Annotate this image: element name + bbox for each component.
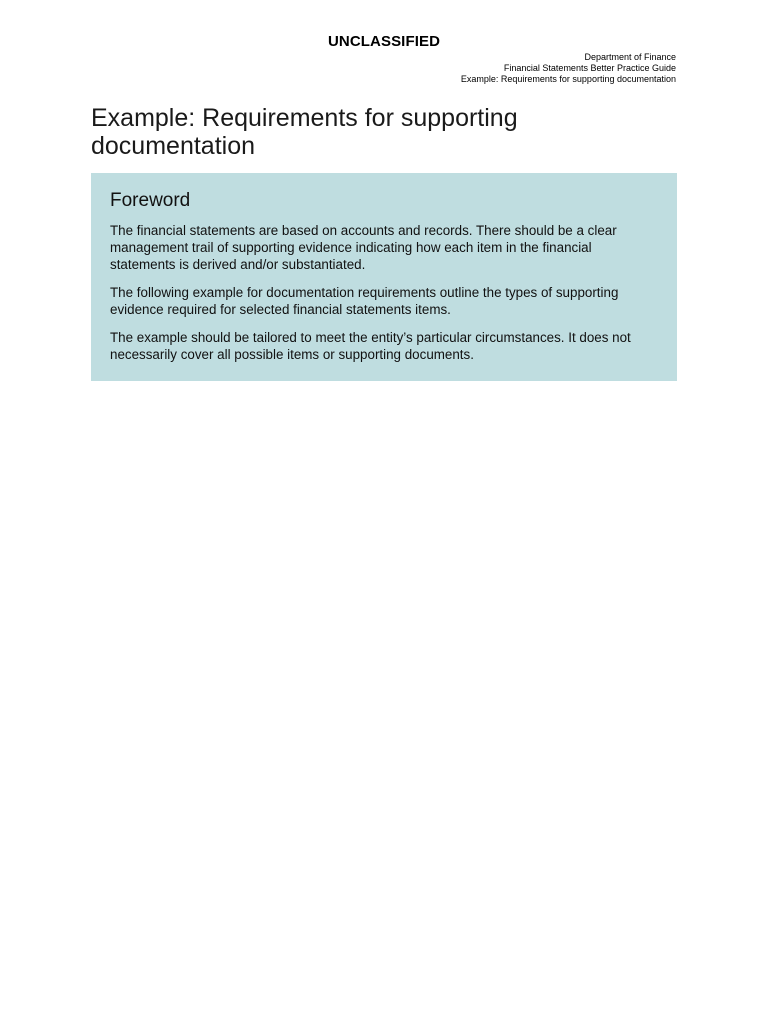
foreword-paragraph-2: The following example for documentation requirements outline the types of supporting evidence required for selected financial statements items.: [110, 285, 619, 317]
page-title: Example: Requirements for supporting documentation: [91, 104, 518, 160]
foreword-box: [91, 173, 677, 381]
header-guide-title: Financial Statements Better Practice Guide: [503, 63, 676, 73]
running-header: [461, 52, 676, 85]
foreword-paragraph-3: The example should be tailored to meet the entity’s particular circumstances. It does not necessarily cover all possible items or supporting documents.: [110, 330, 631, 362]
classification-marking: UNCLASSIFIED: [327, 33, 441, 50]
foreword-heading: Foreword: [110, 190, 191, 211]
header-section-title: Example: Requirements for supporting documentation: [460, 74, 676, 84]
foreword-paragraph-1: The financial statements are based on accounts and records. There should be a clear management trail of supporting evidence indicating how each item in the financial statements is derived and/or substantiated.: [110, 223, 617, 272]
header-department: Department of Finance: [584, 52, 676, 62]
